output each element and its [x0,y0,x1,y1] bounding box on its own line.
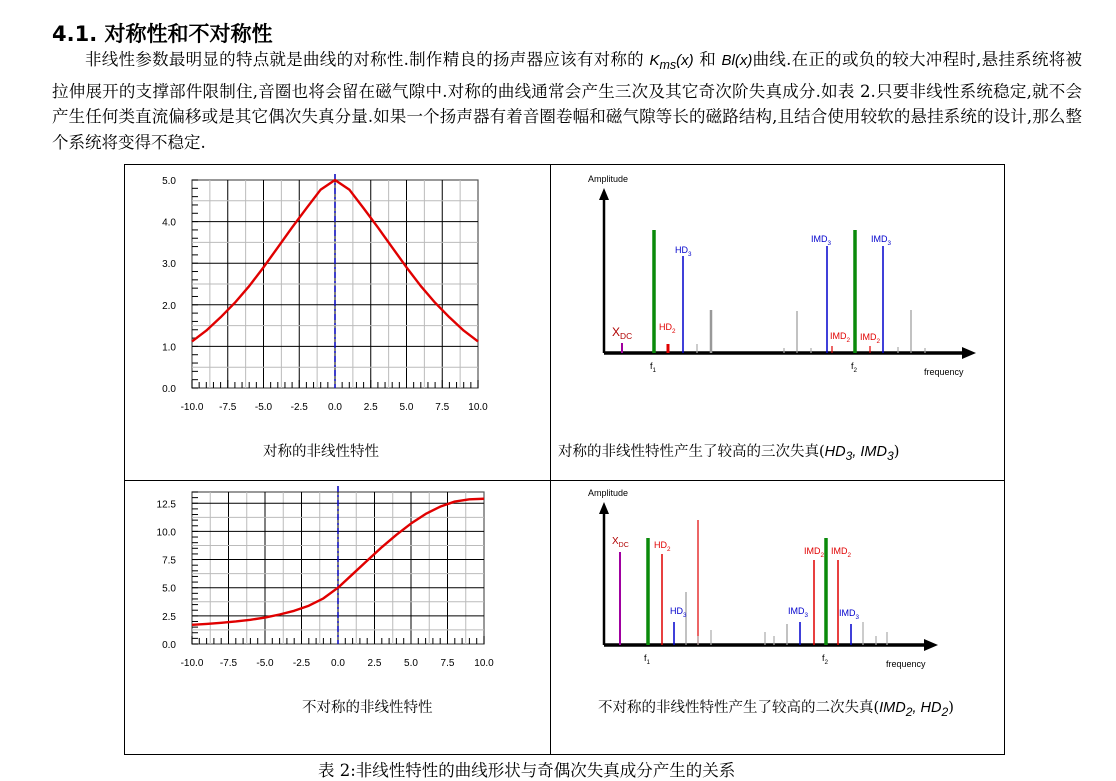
x-tick-label: 7.5 [440,658,455,669]
asymmetric-spectrum-chart [576,486,956,670]
tick-f1: $f_1$ [644,653,651,666]
x-tick-label: 2.5 [363,402,378,413]
x-tick-label: 5.0 [399,402,414,413]
x-axis-label: frequency [886,659,926,669]
para-and: 和 [693,50,722,69]
y-tick-label: 5.0 [162,176,176,187]
label-hd2: $HD_2$ [659,322,676,335]
label-imd2b: $IMD_2$ [860,332,881,345]
x-axis-label: frequency [924,367,964,377]
asymmetric-curve-chart [150,484,494,670]
label-xdc: $X_{DC}$ [612,536,629,549]
label-xdc: $X_{DC}$ [612,325,633,341]
y-axis-label: Amplitude [588,488,629,498]
x-tick-label: 5.0 [404,658,418,669]
caption-asymmetric-spectrum: 不对称的非线性特性产生了较高的二次失真($IMD_2$, $HD_2$) [598,700,954,719]
x-tick-label: -7.5 [219,658,238,669]
x-tick-label: -5.0 [256,658,274,669]
x-tick-label: 0.0 [331,658,345,669]
label-imd3b: $IMD_3$ [839,608,860,621]
para-text-2: 曲线.在正的或负的较大冲程时,悬挂系统将被拉伸展开的支撑部件限制住,音圈也将会留在磁气隙中.对称的曲线通常会产生三次及其它奇次阶失真成分.如表 2.只要非线性系统稳定,就不会产生任何类直流偏移或是其它偶次失真分量.如果一个扬声器有着音圈卷幅和磁气隙等长的磁路结构,且结合使用较软的悬挂系统的设计,那么整个系统将变得不稳定. [52,50,1082,152]
x-tick-label: 10.0 [474,658,494,669]
x-axis-arrow [924,639,938,651]
x-tick-label: -10.0 [180,402,204,413]
x-tick-label: -2.5 [290,402,308,413]
x-tick-label: -10.0 [180,658,204,669]
label-imd2a: $IMD_2$ [830,331,851,344]
tick-f1: $f_1$ [650,361,657,374]
label-imd2a: $IMD_2$ [804,546,825,559]
y-axis-arrow [599,188,609,200]
x-tick-label: 2.5 [367,658,382,669]
label-imd2b: $IMD_2$ [831,546,852,559]
y-tick-label: 0.0 [162,640,176,651]
y-tick-label: 10.0 [156,527,176,539]
section-title: 4.1. 对称性和不对称性 [52,22,273,46]
label-imd3a: $IMD_3$ [788,606,809,619]
label-imd3a: $IMD_3$ [811,234,832,247]
y-tick-label: 4.0 [162,217,176,229]
caption-symmetric-spectrum: 对称的非线性特性产生了较高的三次失真($HD_3$, $IMD_3$) [558,444,900,463]
y-tick-label: 1.0 [162,342,176,354]
x-tick-label: -2.5 [292,658,311,669]
y-tick-label: 2.5 [162,611,176,623]
y-tick-label: 12.5 [156,499,176,511]
y-tick-label: 2.0 [162,300,176,312]
table-divider-vertical [550,164,551,755]
y-tick-label: 7.5 [162,555,176,567]
bl-symbol: Bl(x) [721,52,753,69]
x-tick-label: 10.0 [468,402,488,413]
label-hd2: $HD_2$ [654,540,671,553]
y-tick-label: 5.0 [162,583,176,595]
y-tick-label: 0.0 [162,384,176,395]
y-axis-label: Amplitude [588,174,629,184]
label-hd3: $HD_3$ [670,606,687,619]
symmetric-curve-chart [150,170,490,420]
kms-symbol: $K_{ms}(x)$ [649,52,694,72]
caption-symmetric-curve: 对称的非线性特性 [263,444,379,460]
label-imd3b: $IMD_3$ [871,234,892,247]
x-axis-arrow [962,347,976,359]
tick-f2: $f_2$ [851,361,858,374]
body-paragraph [52,47,1082,155]
x-tick-label: -7.5 [219,402,237,413]
tick-f2: $f_2$ [822,653,829,666]
para-text-1: 非线性参数最明显的特点就是曲线的对称性.制作精良的扬声器应该有对称的 [85,50,650,69]
y-axis-arrow [599,502,609,514]
caption-asymmetric-curve: 不对称的非线性特性 [302,700,433,716]
table-caption: 表 2:非线性特性的曲线形状与奇偶次失真成分产生的关系 [318,761,736,780]
label-hd3: $HD_3$ [675,245,692,258]
table-divider-horizontal [124,480,1005,481]
x-tick-label: -5.0 [254,402,273,413]
symmetric-spectrum-chart [580,172,990,382]
x-tick-label: 0.0 [328,402,342,413]
y-tick-label: 3.0 [162,259,176,271]
x-tick-label: 7.5 [435,402,450,413]
